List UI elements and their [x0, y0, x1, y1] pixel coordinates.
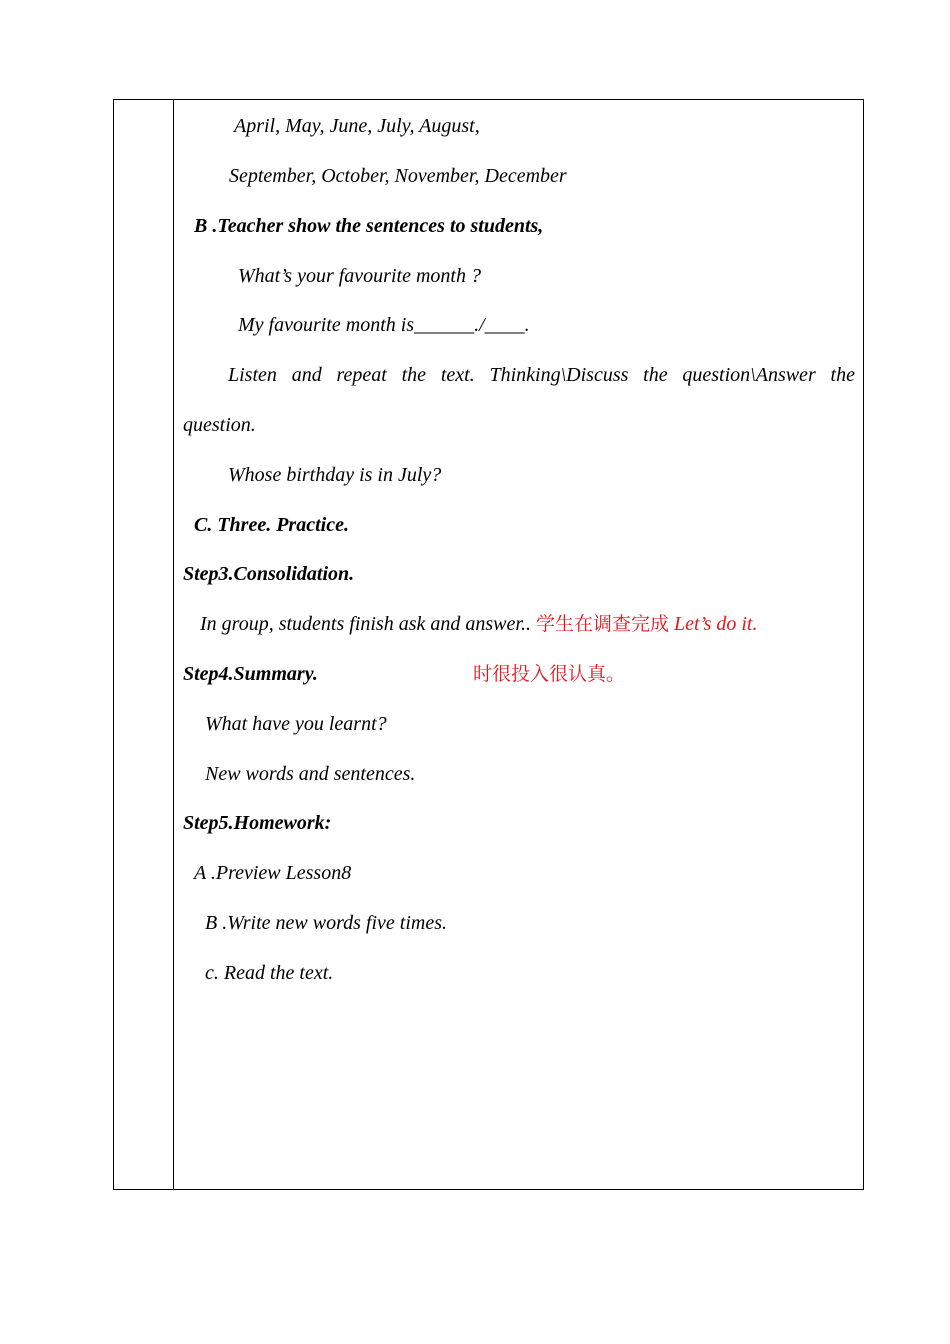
months-line-2: September, October, November, December: [229, 165, 567, 187]
listen-word: the: [401, 364, 427, 386]
group-activity-line: [200, 612, 758, 636]
teacher-note-chinese-1: 学生在调查完成: [535, 613, 669, 635]
favourite-month-question: What’s your favourite month ?: [238, 265, 481, 287]
listen-word: Thinking\Discuss: [489, 364, 629, 386]
step4-heading: Step4.Summary.: [183, 663, 318, 685]
favourite-month-answer: My favourite month is______./____.: [238, 314, 530, 336]
listen-word: the: [643, 364, 668, 386]
step5-heading: Step5.Homework:: [183, 812, 332, 834]
homework-item-a: A .Preview Lesson8: [194, 862, 352, 884]
group-activity-text: In group, students finish ask and answer..: [200, 613, 531, 635]
listen-word: repeat: [336, 364, 387, 386]
listen-word: and: [291, 364, 322, 386]
summary-answer: New words and sentences.: [205, 763, 416, 785]
listen-instruction-line: [228, 363, 855, 387]
listen-word: the: [830, 364, 855, 386]
teacher-note-english: Let’s do it.: [673, 613, 758, 635]
section-b-heading: B .Teacher show the sentences to students,: [194, 215, 544, 237]
teacher-note-chinese-2: 时很投入很认真。: [473, 663, 626, 685]
left-label-cell: [114, 100, 174, 1189]
homework-item-c: c. Read the text.: [205, 962, 334, 984]
whose-birthday-question: Whose birthday is in July?: [228, 464, 442, 486]
listen-word: question\Answer: [682, 364, 816, 386]
listen-word: Listen: [228, 364, 277, 386]
step3-heading: Step3.Consolidation.: [183, 563, 355, 585]
listen-instruction-continued: question.: [183, 414, 256, 436]
section-c-heading: C. Three. Practice.: [194, 514, 349, 536]
summary-question: What have you learnt?: [205, 713, 387, 735]
homework-item-b: B .Write new words five times.: [205, 912, 448, 934]
listen-word: text.: [440, 364, 475, 386]
lesson-plan-table: [113, 99, 864, 1190]
months-line-1: April, May, June, July, August,: [234, 115, 480, 137]
